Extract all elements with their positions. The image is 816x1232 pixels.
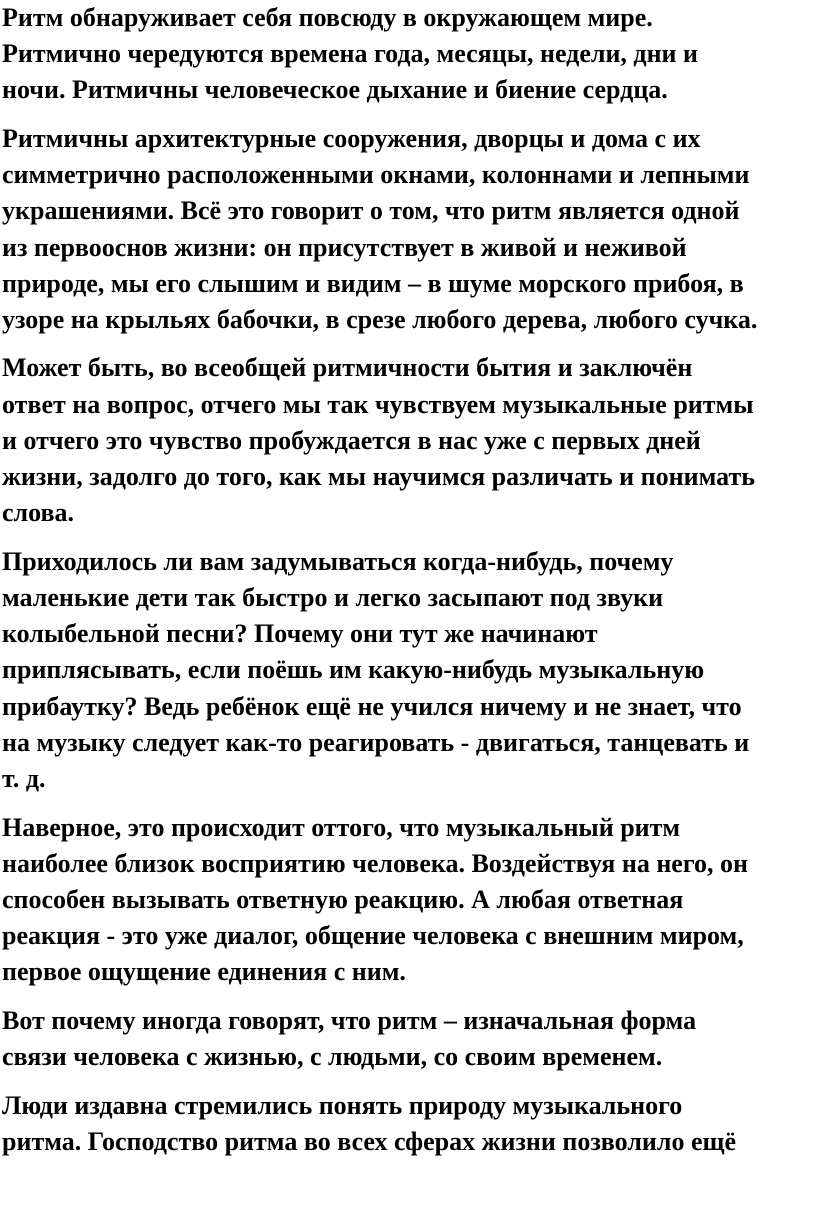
text-line: т. д. (2, 763, 46, 793)
text-line: Люди издавна стремились понять природу музыкального (2, 1090, 683, 1120)
paragraph-gap (2, 338, 814, 350)
text-line: Ритмичны архитектурные сооружения, дворцы и дома с их (2, 123, 701, 153)
text-line: и отчего это чувство пробуждается в нас уже с первых дней (2, 425, 701, 455)
text-line: Наверное, это происходит оттого, что музыкальный ритм (2, 812, 681, 842)
text-line: способен вызывать ответную реакцию. А любая ответная (2, 884, 684, 914)
text-line: Вот почему иногда говорят, что ритм – изначальная форма (2, 1005, 697, 1035)
text-line: Ритм обнаруживает себя повсюду в окружающем мире. (2, 3, 653, 32)
text-line: природе, мы его слышим и видим – в шуме морского прибоя, в (2, 268, 744, 298)
text-line: слова. (2, 498, 75, 528)
text-line: Приходилось ли вам задумываться когда-нибудь, почему (2, 546, 674, 576)
text-line: прибаутку? Ведь ребёнок ещё не учился ничему и не знает, что (2, 691, 742, 721)
text-line: узоре на крыльях бабочки, в срезе любого дерева, любого сучка. (2, 304, 758, 334)
paragraph-gap (2, 531, 814, 543)
text-line: связи человека с жизнью, с людьми, со своим временем. (2, 1042, 663, 1072)
paragraph-1 (2, 0, 814, 109)
paragraph-3 (2, 350, 814, 531)
text-line: жизни, задолго до того, как мы научимся различать и понимать (2, 462, 755, 492)
paragraph-4 (2, 544, 814, 797)
text-line: на музыку следует как-то реагировать - двигаться, танцевать и (2, 727, 750, 757)
paragraph-gap (2, 109, 814, 121)
text-line: Может быть, во всеобщей ритмичности бытия и заключён (2, 353, 693, 383)
paragraph-7 (2, 1088, 814, 1160)
text-line: ритма. Господство ритма во всех сферах жизни позволило ещё (2, 1126, 737, 1156)
text-line: украшениями. Всё это говорит о том, что ритм является одной (2, 196, 740, 226)
text-line: первое ощущение единения с ним. (2, 957, 406, 987)
paragraph-2 (2, 121, 814, 338)
paragraph-gap (2, 990, 814, 1002)
text-line: маленькие дети так быстро и легко засыпают под звуки (2, 582, 664, 612)
paragraph-5 (2, 810, 814, 991)
text-line: симметрично расположенными окнами, колоннами и лепными (2, 160, 750, 190)
paragraph-6 (2, 1003, 814, 1075)
text-line: наиболее близок восприятию человека. Воздействуя на него, он (2, 848, 748, 878)
paragraph-gap (2, 1075, 814, 1087)
text-line: Ритмично чередуются времена года, месяцы, недели, дни и (2, 39, 699, 69)
text-line: ответ на вопрос, отчего мы так чувствуем музыкальные ритмы (2, 389, 754, 419)
paragraph-gap (2, 797, 814, 809)
text-line: приплясывать, если поёшь им какую-нибудь музыкальную (2, 655, 705, 685)
text-line: колыбельной песни? Почему они тут же начинают (2, 619, 598, 649)
text-line: реакция - это уже диалог, общение человека с внешним миром, (2, 921, 744, 951)
document-page (2, 0, 814, 1160)
text-line: ночи. Ритмичны человеческое дыхание и биение сердца. (2, 75, 668, 105)
text-line: из первооснов жизни: он присутствует в живой и неживой (2, 232, 687, 262)
